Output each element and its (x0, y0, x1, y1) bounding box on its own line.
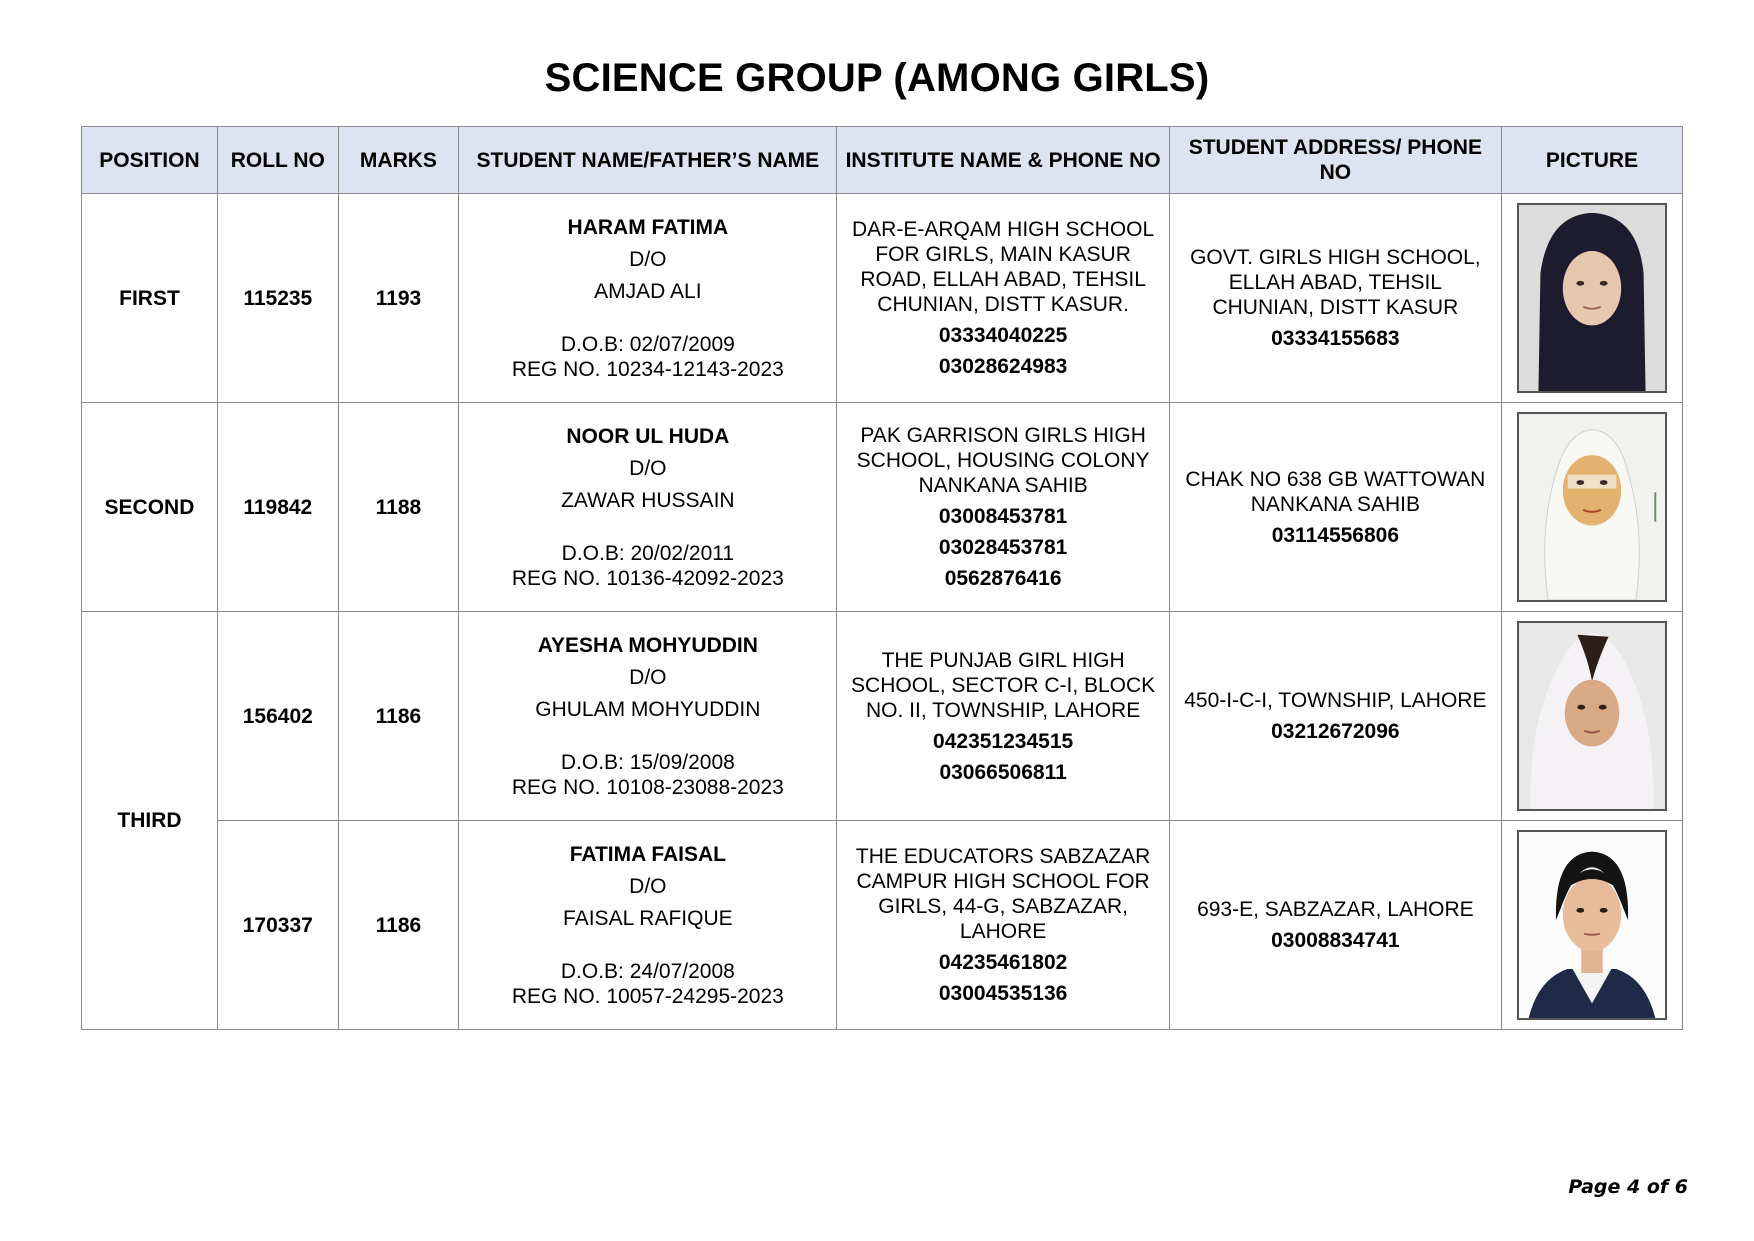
student-cell (459, 403, 837, 612)
date-of-birth: D.O.B: 24/07/2008 (560, 959, 735, 983)
header-row (82, 127, 1683, 194)
address-cell (1169, 612, 1501, 821)
registration-number: REG NO. 10057-24295-2023 (511, 984, 784, 1008)
header-position: POSITION (82, 127, 218, 194)
student-cell (459, 821, 837, 1030)
registration-number: REG NO. 10108-23088-2023 (511, 775, 784, 799)
registration-number: REG NO. 10136-42092-2023 (511, 566, 784, 590)
student-address: 450-I-C-I, TOWNSHIP, LAHORE (1184, 689, 1487, 712)
relation-label: D/O (629, 247, 667, 271)
student-name: AYESHA MOHYUDDIN (537, 633, 758, 657)
student-phone: 03334155683 (1271, 327, 1400, 350)
father-name: ZAWAR HUSSAIN (561, 488, 735, 512)
institute-phone: 03028624983 (938, 355, 1068, 378)
table-row (82, 403, 1683, 612)
student-name: HARAM FATIMA (567, 215, 729, 239)
institute-phone: 03334040225 (938, 324, 1068, 347)
table-row (82, 612, 1683, 821)
student-cell (459, 194, 837, 403)
student-address: 693-E, SABZAZAR, LAHORE (1197, 898, 1474, 921)
student-photo (1517, 412, 1667, 602)
institute-name: THE EDUCATORS SABZAZAR CAMPUR HIGH SCHOOL FOR GIRLS, 44-G, SABZAZAR, LAHORE (855, 845, 1151, 943)
student-address: CHAK NO 638 GB WATTOWAN NANKANA SAHIB (1185, 467, 1486, 516)
father-name: GHULAM MOHYUDDIN (535, 697, 761, 721)
student-photo (1517, 621, 1667, 811)
table-row (82, 821, 1683, 1030)
picture-cell (1501, 194, 1682, 403)
table-row (82, 194, 1683, 403)
registration-number: REG NO. 10234-12143-2023 (511, 357, 784, 381)
student-photo (1517, 203, 1667, 393)
header-marks: MARKS (338, 127, 459, 194)
date-of-birth: D.O.B: 20/02/2011 (561, 541, 735, 565)
relation-label: D/O (629, 456, 667, 480)
institute-name: DAR-E-ARQAM HIGH SCHOOL FOR GIRLS, MAIN KASUR ROAD, ELLAH ABAD, TEHSIL CHUNIAN, DISTT KASUR. (852, 218, 1155, 316)
roll-no-cell: 156402 (217, 612, 338, 821)
marks-cell: 1186 (338, 821, 459, 1030)
relation-label: D/O (629, 874, 667, 898)
header-roll-no: ROLL NO (217, 127, 338, 194)
marks-cell: 1188 (338, 403, 459, 612)
header-address: STUDENT ADDRESS/ PHONE NO (1169, 127, 1501, 194)
student-phone: 03212672096 (1271, 720, 1400, 743)
relation-label: D/O (629, 665, 667, 689)
institute-cell (837, 612, 1169, 821)
institute-phone: 042351234515 (933, 729, 1074, 753)
marks-cell: 1186 (338, 612, 459, 821)
institute-phone: 03004535136 (938, 982, 1068, 1005)
student-phone: 03008834741 (1271, 929, 1400, 952)
student-phone: 03114556806 (1271, 523, 1400, 547)
institute-phone: 0562876416 (944, 567, 1062, 590)
student-cell (459, 612, 837, 821)
institute-cell (837, 403, 1169, 612)
picture-cell (1501, 612, 1682, 821)
date-of-birth: D.O.B: 02/07/2009 (560, 332, 735, 356)
address-cell (1169, 194, 1501, 403)
position-cell: FIRST (82, 194, 218, 403)
institute-name: PAK GARRISON GIRLS HIGH SCHOOL, HOUSING COLONY NANKANA SAHIB (856, 424, 1150, 497)
student-name: FATIMA FAISAL (569, 842, 727, 866)
page-title: SCIENCE GROUP (AMONG GIRLS) (544, 56, 1210, 100)
father-name: FAISAL RAFIQUE (563, 906, 733, 930)
position-cell: THIRD (82, 612, 218, 1030)
roll-no-cell: 119842 (217, 403, 338, 612)
institute-cell (837, 194, 1169, 403)
header-institute: INSTITUTE NAME & PHONE NO (837, 127, 1169, 194)
position-cell: SECOND (82, 403, 218, 612)
page-number: Page 4 of 6 (1568, 1176, 1688, 1198)
address-cell (1169, 403, 1501, 612)
institute-cell (837, 821, 1169, 1030)
student-name: NOOR UL HUDA (566, 424, 730, 448)
header-picture: PICTURE (1501, 127, 1682, 194)
father-name: AMJAD ALI (594, 279, 702, 303)
institute-phone: 03028453781 (938, 536, 1068, 559)
institute-phone: 03066506811 (939, 760, 1067, 784)
header-student-name: STUDENT NAME/FATHER’S NAME (459, 127, 837, 194)
roll-no-cell: 115235 (217, 194, 338, 403)
results-table (81, 126, 1683, 1030)
institute-phone: 03008453781 (938, 505, 1068, 528)
address-cell (1169, 821, 1501, 1030)
institute-name: THE PUNJAB GIRL HIGH SCHOOL, SECTOR C-I, BLOCK NO. II, TOWNSHIP, LAHORE (851, 648, 1156, 722)
picture-cell (1501, 821, 1682, 1030)
marks-cell: 1193 (338, 194, 459, 403)
picture-cell (1501, 403, 1682, 612)
student-address: GOVT. GIRLS HIGH SCHOOL, ELLAH ABAD, TEHSIL CHUNIAN, DISTT KASUR (1190, 246, 1481, 319)
date-of-birth: D.O.B: 15/09/2008 (560, 750, 735, 774)
institute-phone: 04235461802 (938, 951, 1068, 974)
student-photo (1517, 830, 1667, 1020)
roll-no-cell: 170337 (217, 821, 338, 1030)
